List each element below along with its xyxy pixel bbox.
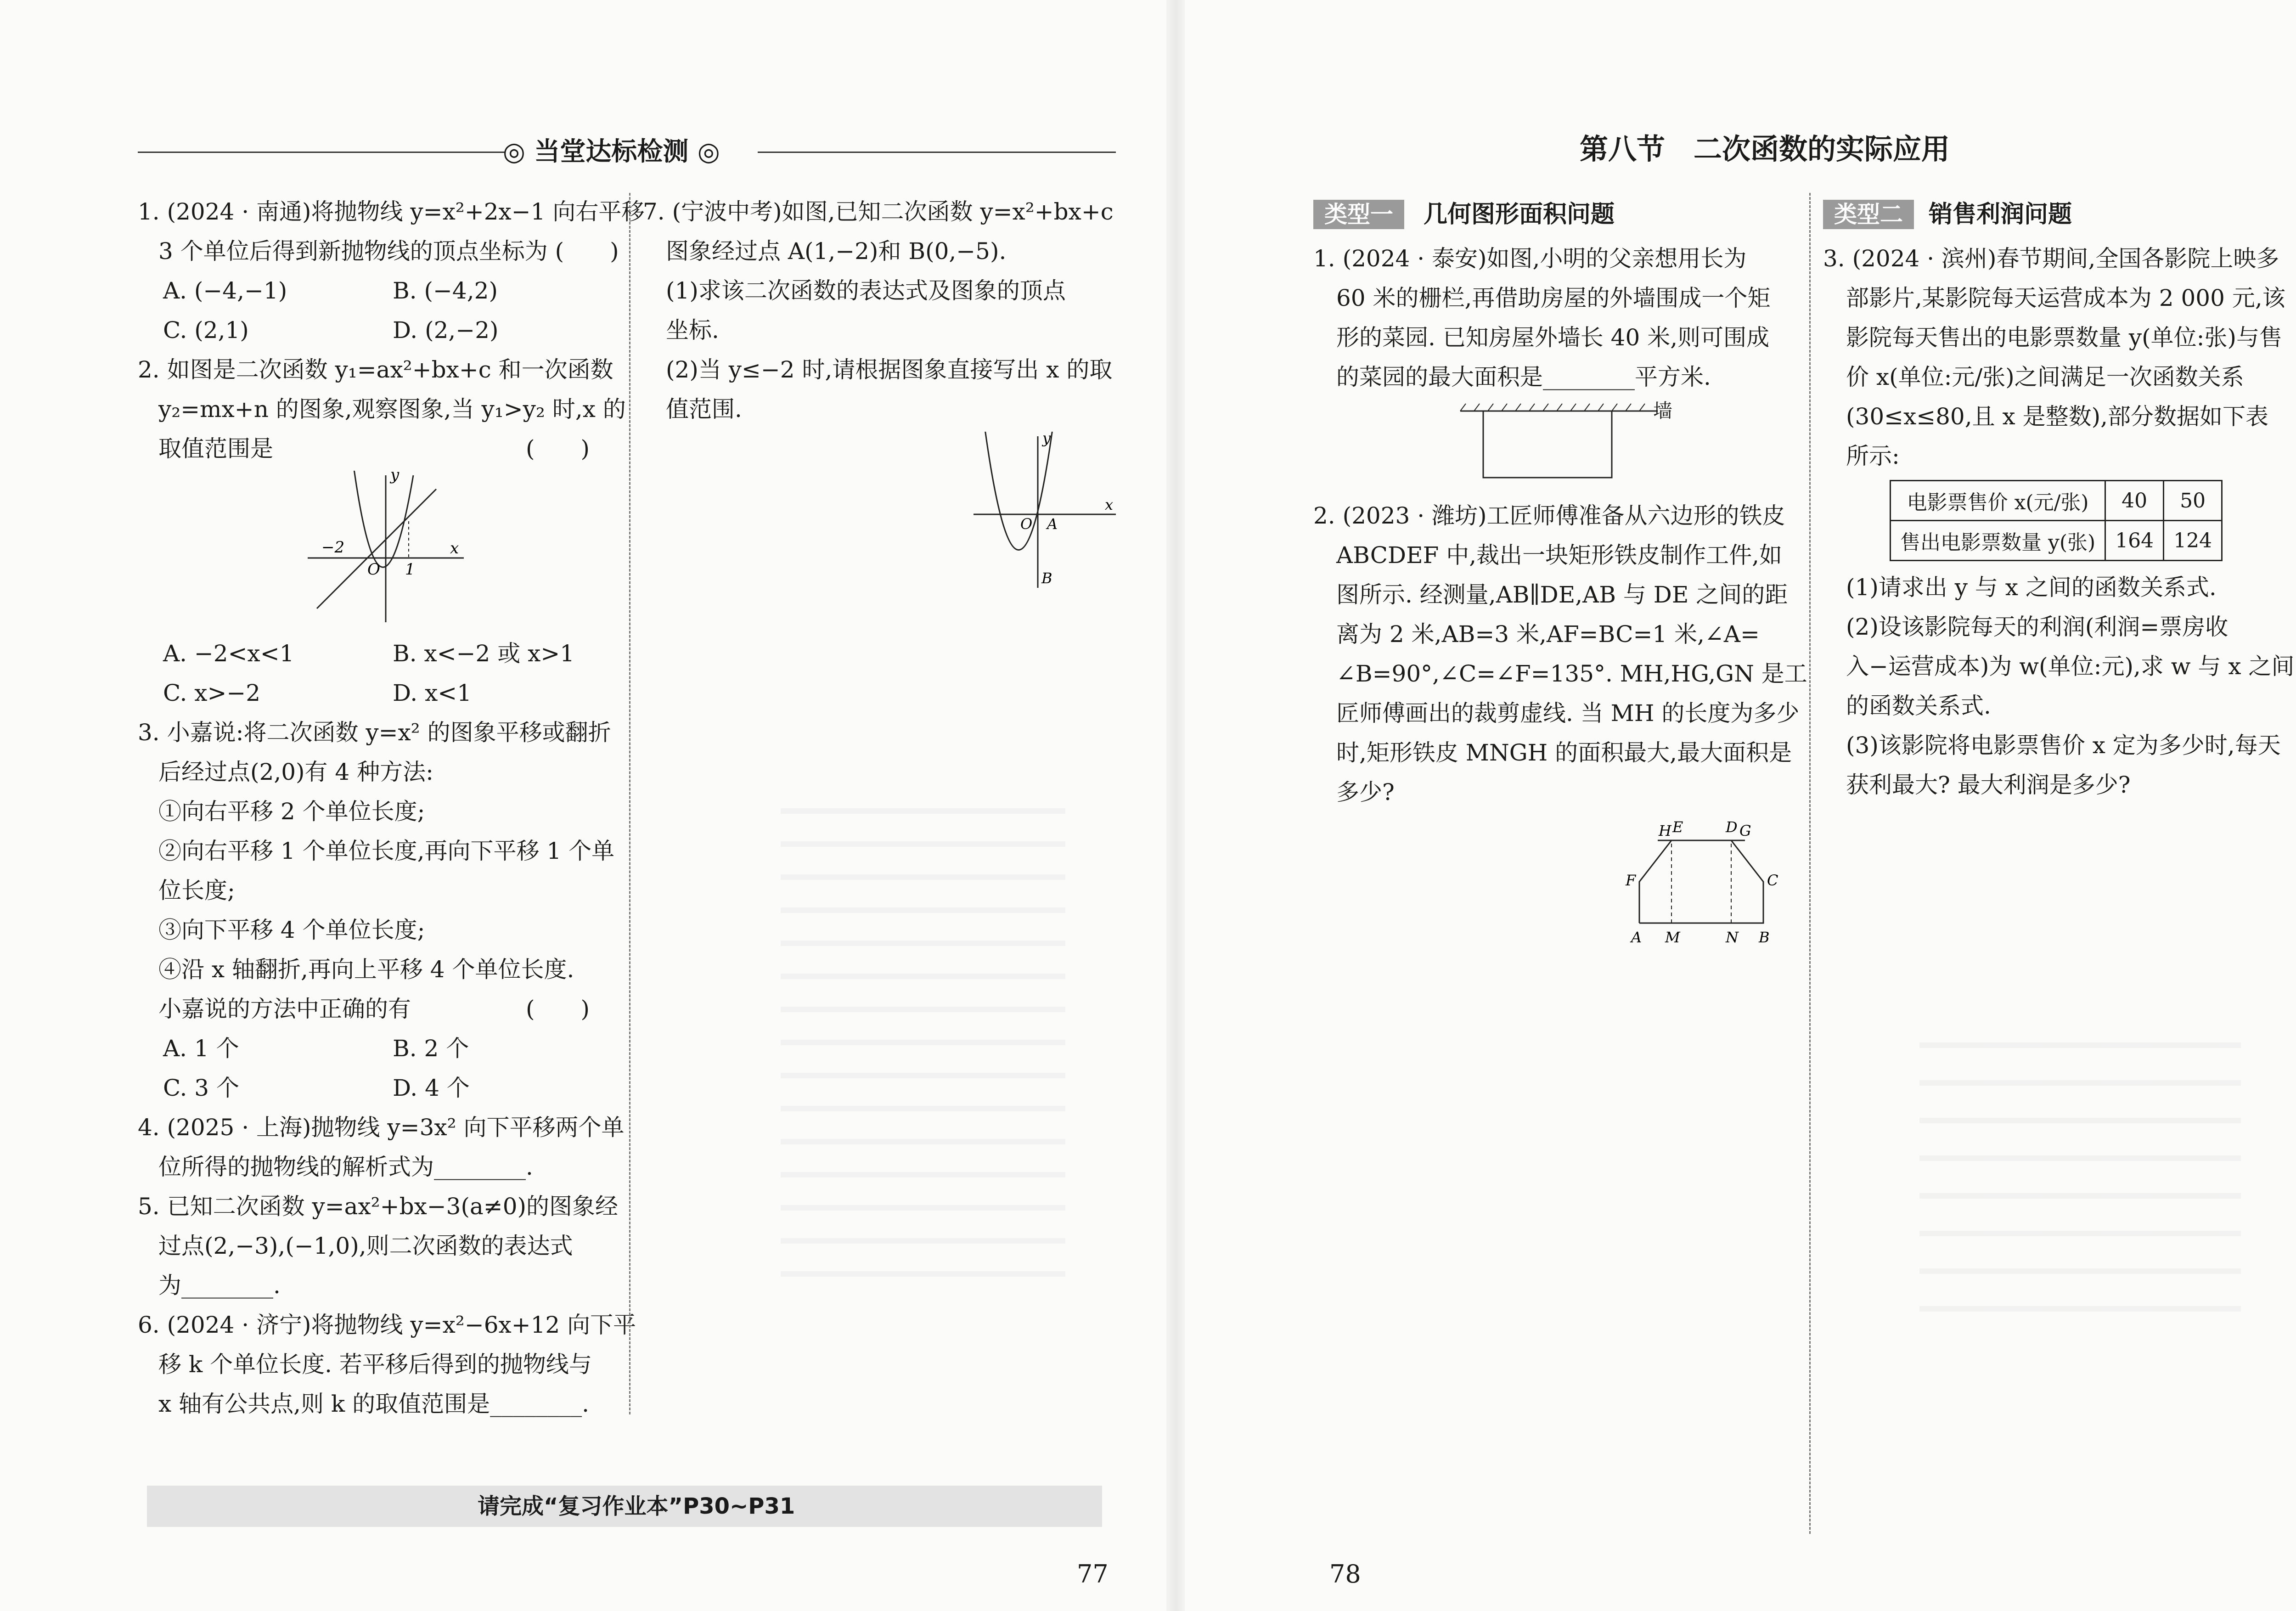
- fig7-point-a: A: [1047, 515, 1058, 533]
- page-number-right: 78: [1329, 1560, 1361, 1588]
- option-d: D. x<1: [393, 680, 472, 706]
- option-b: B. x<−2 或 x>1: [393, 640, 575, 667]
- figure-parabola-line: [298, 471, 473, 627]
- option-a: A. (−4,−1): [163, 277, 287, 304]
- figure-garden: [1456, 397, 1667, 489]
- fig2-origin-label: O: [367, 560, 380, 579]
- hex-h: H: [1659, 822, 1671, 839]
- hex-a: A: [1631, 929, 1642, 946]
- hex-g: G: [1739, 822, 1751, 839]
- option-c: C. x>−2: [163, 680, 261, 706]
- type1-title: 几何图形面积问题: [1424, 201, 1615, 228]
- hex-n: N: [1726, 929, 1739, 946]
- option-a: A. 1 个: [163, 1035, 239, 1062]
- section-header: ◎ 当堂达标检测 ◎: [503, 137, 720, 167]
- table-row: [1891, 481, 2222, 521]
- page-title: 第八节 二次函数的实际应用: [1580, 132, 1950, 166]
- table-row: [1891, 521, 2222, 561]
- header-rule-right: [758, 152, 1116, 153]
- option-b: B. 2 个: [393, 1035, 469, 1062]
- type2-tag: 类型二: [1823, 200, 1914, 229]
- table-cell: 售出电影票数量 y(张): [1891, 521, 2105, 561]
- option-a: A. −2<x<1: [163, 640, 294, 667]
- fig7-point-b: B: [1041, 569, 1052, 587]
- table-cell: 124: [2164, 521, 2222, 561]
- page-number-left: 77: [1077, 1560, 1109, 1588]
- footer-note: 请完成“复习作业本”P30~P31: [478, 1493, 795, 1519]
- fig7-y-label: y: [1042, 432, 1051, 447]
- section-header-text: 当堂达标检测: [534, 137, 689, 167]
- bleed-through: [781, 781, 1065, 1286]
- hex-f: F: [1626, 872, 1636, 889]
- column-divider-right: [1809, 193, 1811, 1534]
- fig2-x-label: x: [450, 539, 459, 558]
- bleed-through: [1919, 1010, 2241, 1332]
- column-divider-left: [629, 193, 630, 1414]
- hex-c: C: [1767, 872, 1778, 889]
- fig2-y-label: y: [390, 471, 400, 484]
- price-table: [1890, 480, 2223, 561]
- header-rule-left: [138, 152, 505, 153]
- fig2-minus2-label: −2: [321, 538, 345, 557]
- hex-e: E: [1672, 818, 1683, 836]
- type1-tag: 类型一: [1313, 200, 1404, 229]
- table-cell: 40: [2105, 481, 2164, 521]
- hex-b: B: [1759, 929, 1770, 946]
- option-d: D. 4 个: [393, 1075, 470, 1101]
- page-gutter: [1166, 0, 1185, 1611]
- wall-label: 墙: [1653, 400, 1673, 422]
- fig2-one-label: 1: [405, 560, 415, 579]
- hex-m: M: [1665, 929, 1680, 946]
- table-cell: 50: [2164, 481, 2222, 521]
- option-b: B. (−4,2): [393, 277, 498, 304]
- figure-hexagon: [1621, 813, 1805, 951]
- fig7-origin-label: O: [1020, 515, 1033, 533]
- table-cell: 164: [2105, 521, 2164, 561]
- table-cell: 电影票售价 x(元/张): [1891, 481, 2105, 521]
- fig7-x-label: x: [1105, 496, 1114, 513]
- option-c: C. (2,1): [163, 317, 249, 344]
- option-d: D. (2,−2): [393, 317, 499, 344]
- type2-title: 销售利润问题: [1929, 201, 2072, 228]
- hex-d: D: [1726, 818, 1738, 836]
- option-c: C. 3 个: [163, 1075, 239, 1101]
- figure-q7-parabola: [969, 432, 1125, 592]
